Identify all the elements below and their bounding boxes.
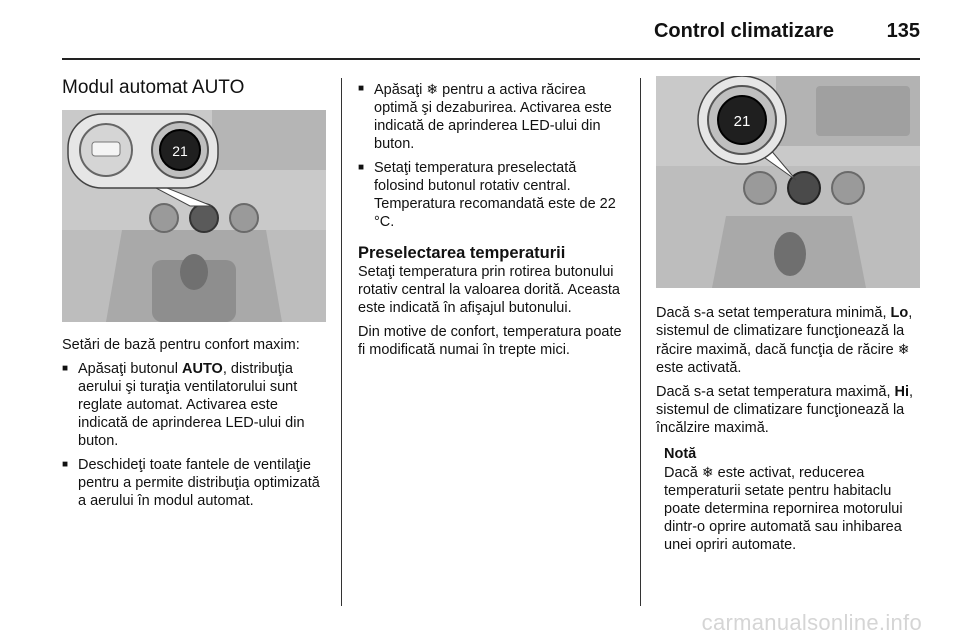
- snowflake-icon: ❄: [426, 81, 439, 97]
- hi-label: Hi: [894, 384, 910, 400]
- intro-text: Setări de bază pentru confort maxim:: [62, 337, 300, 353]
- cooling-list: [358, 80, 626, 231]
- page-number: 135: [886, 20, 920, 42]
- header-rule: [62, 58, 920, 60]
- subheading: Preselectarea temperaturii: [358, 244, 566, 262]
- snowflake-icon: ❄: [701, 464, 714, 480]
- column-2: [358, 80, 626, 365]
- text-fragment: , sistemul de climatizare funcţionează la răcire maximă, dacă funcţia de răcire: [656, 305, 913, 358]
- text-fragment: , distribuţia aerului şi turaţia ventilatorului sunt reglate automat. Activarea este indicată de aprinderea LED-ului din buton.: [78, 361, 305, 449]
- text-fragment: , sistemul de climatizare funcţionează la încălzire maximă.: [656, 384, 914, 436]
- note-box: [664, 445, 922, 554]
- knob-display-text: 21: [733, 113, 751, 130]
- lo-label: Lo: [890, 305, 909, 321]
- text-fragment: Dacă: [664, 465, 702, 481]
- climate-knob-illustration: [656, 76, 920, 288]
- text-fragment: este activată.: [656, 360, 742, 376]
- text-fragment: Dacă s-a setat temperatura minimă,: [656, 305, 891, 321]
- text-fragment: Apăsaţi: [374, 82, 427, 98]
- text-fragment: pentru a activa răcirea optimă şi dezaburirea. Activarea este indicată de aprinderea LED-ului din buton.: [374, 82, 612, 152]
- figure-auto-mode: [62, 110, 326, 322]
- settings-list: [62, 360, 326, 510]
- header-title: Control climatizare: [653, 20, 834, 42]
- list-item: ■ Setaţi temperatura preselectată folosind butonul rotativ central. Temperatura recomandată este de 22 °C.: [358, 159, 626, 231]
- watermark: carmanualsonline.info: [701, 610, 922, 635]
- page-header: [62, 16, 920, 62]
- column-1: [62, 76, 326, 516]
- snowflake-icon: ❄: [897, 341, 910, 357]
- column-divider-2: [640, 78, 641, 606]
- text-fragment: Dacă s-a setat temperatura maximă,: [656, 384, 895, 400]
- text-fragment: Apăsaţi butonul: [78, 361, 182, 377]
- list-item: ■ Deschideţi toate fantele de ventilaţie pentru a permite distribuţia optimizată a aerului în modul automat.: [62, 456, 326, 510]
- paragraph: [656, 383, 922, 437]
- note-text: [664, 463, 922, 554]
- auto-label: AUTO: [182, 361, 223, 377]
- column-divider-1: [341, 78, 342, 606]
- list-item: [358, 80, 626, 153]
- text-fragment: este activat, reducerea temperaturii setate pentru habitaclu poate determina repornirea motorului dintr-o oprire automată sau inhibarea unei opriri automate.: [664, 465, 903, 553]
- paragraph: Setaţi temperatura prin rotirea butonului rotativ central la valoarea dorită. Aceasta este indicată în afişajul butonului.: [358, 264, 620, 316]
- paragraph: [656, 304, 922, 377]
- figure-temperature-knob: [656, 76, 920, 288]
- note-title: Notă: [664, 446, 697, 462]
- knob-display-text: 21: [172, 143, 188, 159]
- section-title: Modul automat AUTO: [62, 77, 245, 98]
- paragraph: Din motive de confort, temperatura poate fi modificată numai în trepte mici.: [358, 324, 622, 358]
- column-3: [656, 76, 922, 554]
- climate-panel-illustration: [62, 110, 326, 322]
- list-item: [62, 360, 326, 450]
